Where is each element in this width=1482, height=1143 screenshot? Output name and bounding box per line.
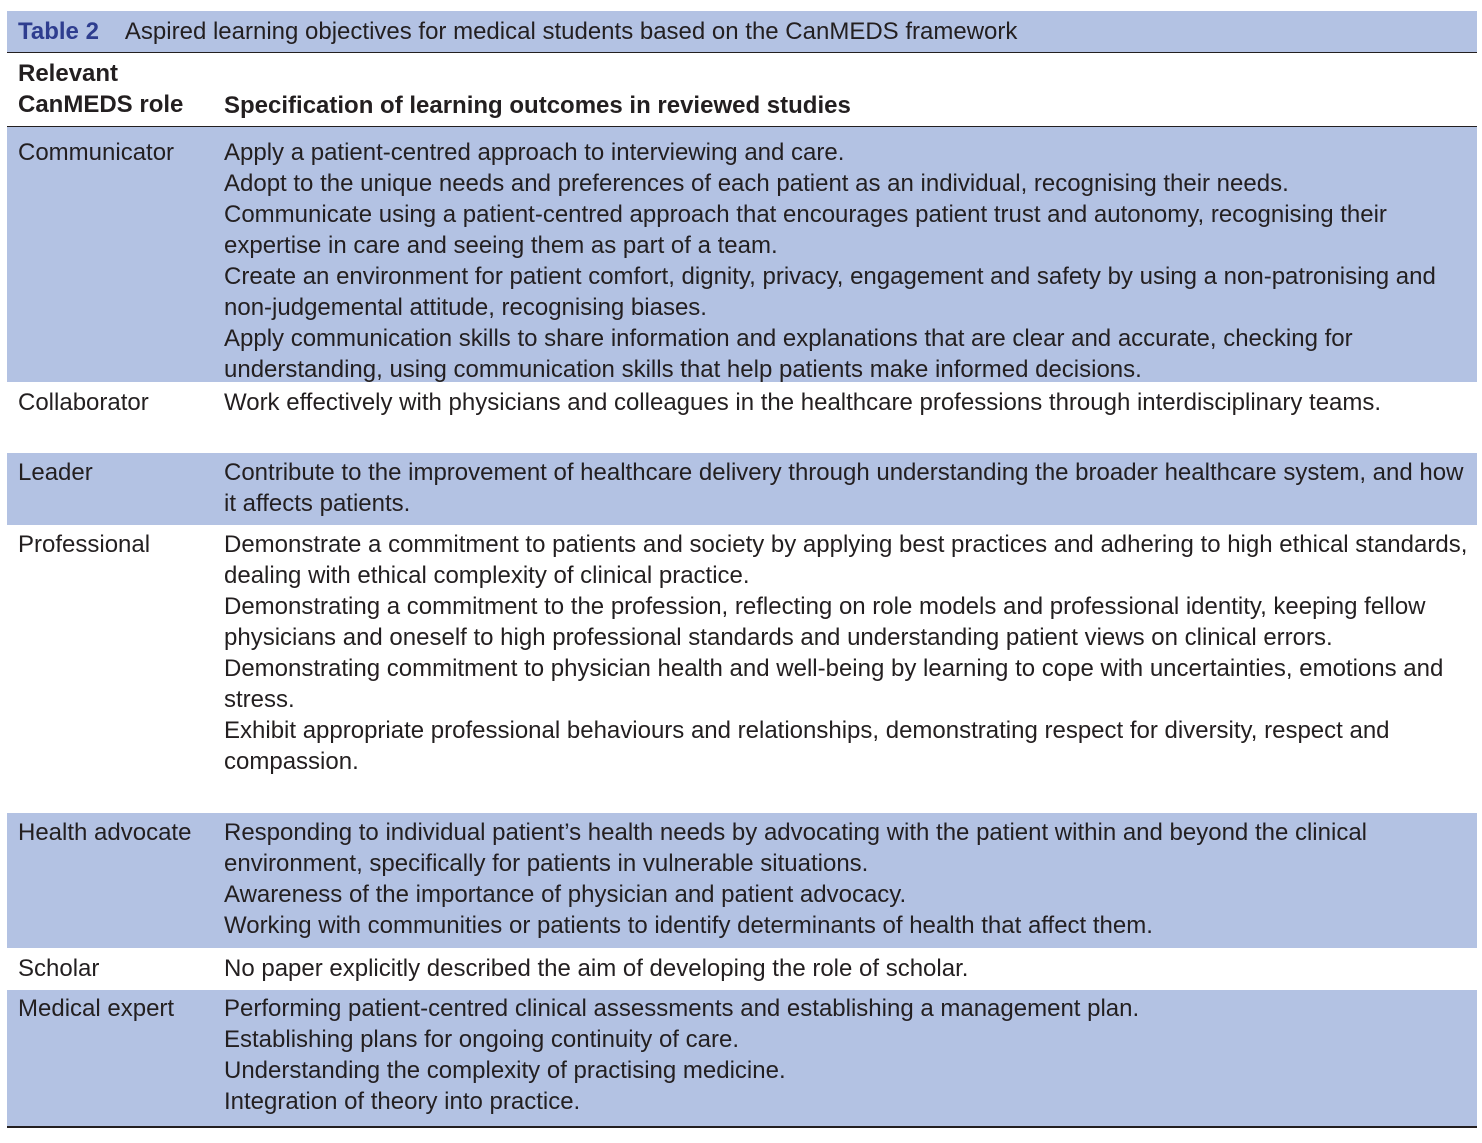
table-row xyxy=(7,813,1477,948)
outcomes-cell xyxy=(224,457,1477,525)
outcome-item: Awareness of the importance of physician and patient advocacy. xyxy=(224,881,907,908)
outcome-item: Demonstrating commitment to physician health and well-being by learning to cope with uncertainties, emotions and stress. xyxy=(224,655,1444,713)
table-row xyxy=(7,127,1477,382)
learning-objectives-table xyxy=(7,11,1477,1128)
outcomes-cell xyxy=(224,993,1477,1126)
outcomes-cell xyxy=(224,387,1477,453)
outcome-item: Integration of theory into practice. xyxy=(224,1088,581,1115)
outcome-item: Working with communities or patients to identify determinants of health that affect them. xyxy=(224,912,1153,939)
role-cell: Communicator xyxy=(18,139,175,166)
role-cell: Collaborator xyxy=(18,389,149,416)
table-title: Aspired learning objectives for medical students based on the CanMEDS framework xyxy=(124,17,1018,45)
outcome-item: Demonstrate a commitment to patients and society by applying best practices and adhering to high ethical standards, dealing with ethical complexity of clinical practice. xyxy=(224,531,1468,589)
outcome-item: Responding to individual patient’s health needs by advocating with the patient within and beyond the clinical environment, specifically for patients in vulnerable situations. xyxy=(224,819,1367,877)
table-row xyxy=(7,525,1477,813)
outcome-item: Create an environment for patient comfort, dignity, privacy, engagement and safety by using a non-patronising and non-judgemental attitude, recognising biases. xyxy=(224,263,1436,321)
outcome-item: Adopt to the unique needs and preferences of each patient as an individual, recognising their needs. xyxy=(224,170,1289,197)
outcome-item: Performing patient-centred clinical assessments and establishing a management plan. xyxy=(224,995,1140,1022)
outcomes-cell xyxy=(224,529,1477,813)
role-cell: Scholar xyxy=(18,955,100,982)
outcomes-cell xyxy=(224,137,1477,382)
outcomes-cell xyxy=(224,953,1477,990)
table-caption xyxy=(7,11,1477,53)
outcome-item: Contribute to the improvement of healthcare delivery through understanding the broader healthcare system, and how it affects patients. xyxy=(224,459,1464,517)
outcome-item: No paper explicitly described the aim of developing the role of scholar. xyxy=(224,955,969,982)
table-row xyxy=(7,382,1477,453)
outcome-item: Apply communication skills to share information and explanations that are clear and accurate, checking for understanding, using communication skills that help patients make informed decisions. xyxy=(224,325,1353,383)
role-cell: Professional xyxy=(18,531,151,558)
header-role-line: CanMEDS role xyxy=(18,91,184,118)
outcomes-cell xyxy=(224,817,1477,948)
table-row xyxy=(7,948,1477,990)
header-role xyxy=(7,53,224,126)
role-cell: Health advocate xyxy=(18,819,192,846)
outcome-item: Exhibit appropriate professional behaviours and relationships, demonstrating respect for diversity, respect and compassion. xyxy=(224,717,1390,775)
outcome-item: Demonstrating a commitment to the profession, reflecting on role models and professional identity, keeping fellow physicians and oneself to high professional standards and understanding patient views on clinical errors. xyxy=(224,593,1426,651)
table-label: Table 2 xyxy=(18,17,99,45)
role-cell: Leader xyxy=(18,459,93,486)
outcome-item: Work effectively with physicians and colleagues in the healthcare professions through interdisciplinary teams. xyxy=(224,389,1382,416)
header-outcomes: Specification of learning outcomes in reviewed studies xyxy=(224,92,851,119)
header-role-line: Relevant xyxy=(18,60,119,87)
outcome-item: Communicate using a patient-centred approach that encourages patient trust and autonomy, recognising their expertise in care and seeing them as part of a team. xyxy=(224,201,1387,259)
table-row xyxy=(7,990,1477,1126)
outcome-item: Apply a patient-centred approach to interviewing and care. xyxy=(224,139,845,166)
role-cell: Medical expert xyxy=(18,995,175,1022)
table-bottom-rule xyxy=(7,1126,1477,1128)
outcome-item: Establishing plans for ongoing continuity of care. xyxy=(224,1026,739,1053)
table-row xyxy=(7,453,1477,525)
outcome-item: Understanding the complexity of practising medicine. xyxy=(224,1057,786,1084)
table-header-row xyxy=(7,53,1477,127)
